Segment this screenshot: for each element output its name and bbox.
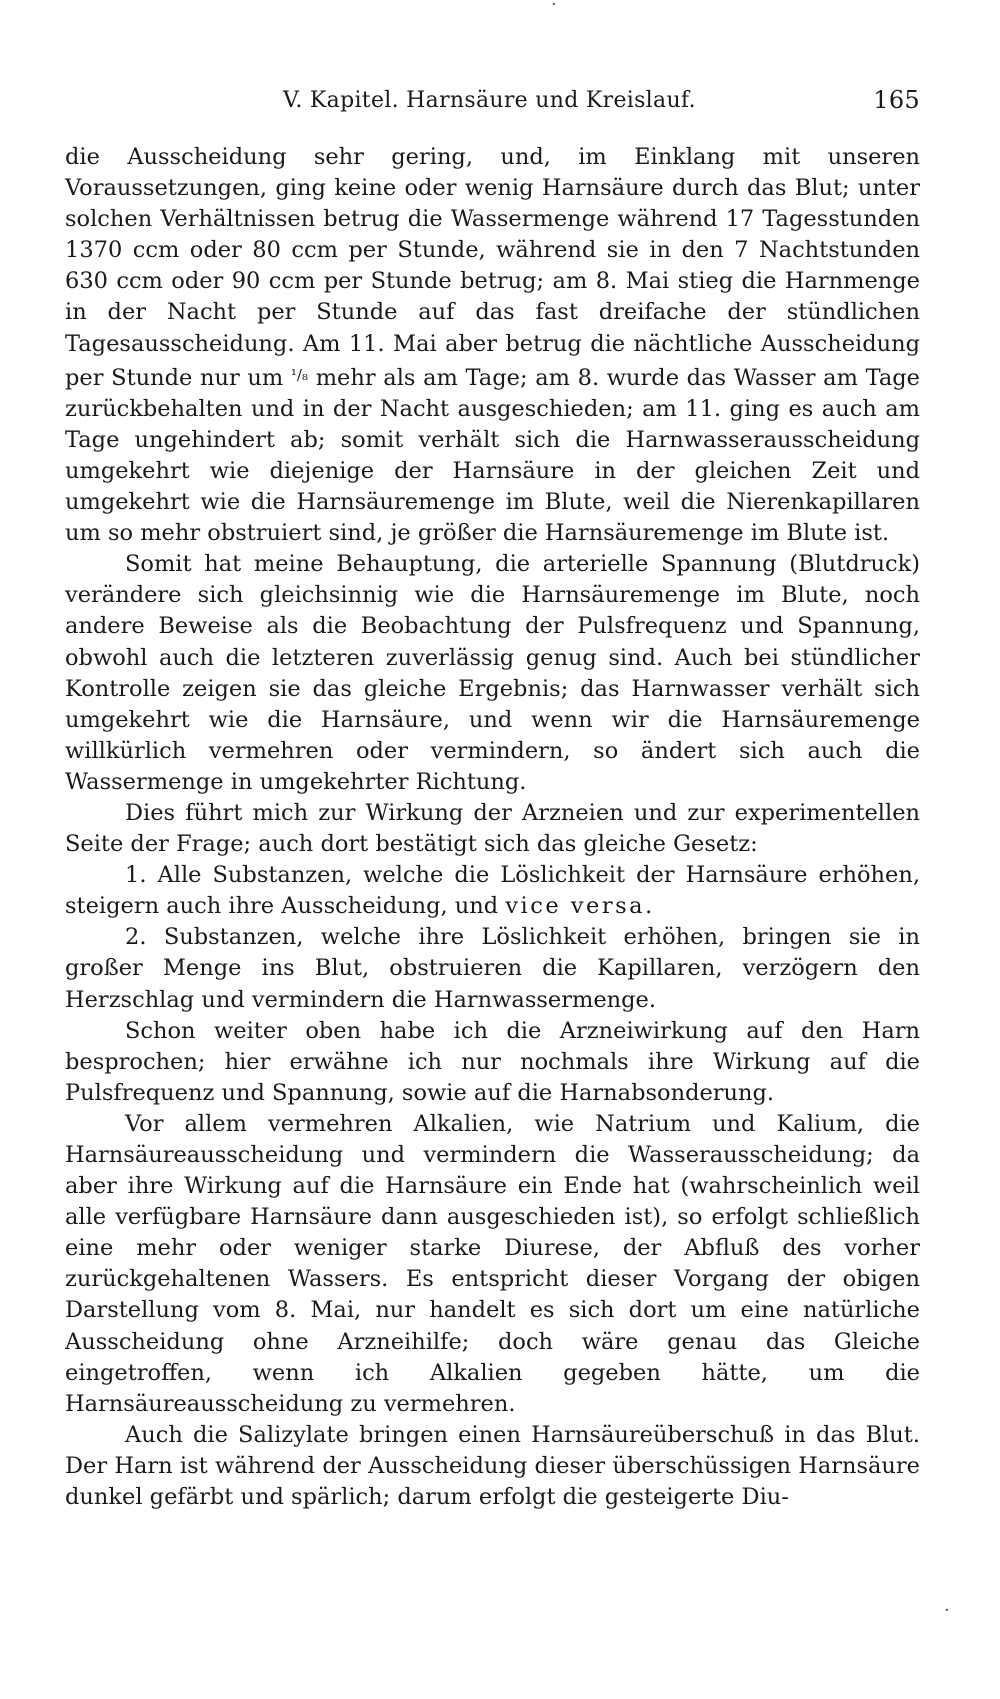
list-item-1-text-after: . [645, 893, 653, 920]
top-margin-dot: · [551, 0, 557, 15]
list-item-1 [65, 860, 920, 922]
paragraph-1-text: die Ausscheidung sehr gering, und, im Einklang mit unseren Voraussetzungen, ging keine oder wenig Harnsäure durch das Blut; unter solchen Verhältnissen betrug die Wassermenge während 17 Tagesstunden 1370 ccm oder 80 ccm per Stunde, während sie in den 7 Nachtstunden 630 ccm oder 90 ccm per Stunde betrug; am 8. Mai stieg die Harnmenge in der Nacht per Stunde auf das fast dreifache der stündlichen Tagesausscheidung. Am 11. Mai aber betrug die nächtliche Ausscheidung per Stunde nur um [65, 144, 920, 391]
paragraph-5: Vor allem vermehren Alkalien, wie Natrium und Kalium, die Harnsäureausscheidung und vermindern die Wasserausscheidung; da aber ihre Wirkung auf die Harnsäure ein Ende hat (wahrscheinlich weil alle verfügbare Harnsäure dann ausgeschieden ist), so erfolgt schließlich eine mehr oder weniger starke Diurese, der Abfluß des vorher zurückgehaltenen Wassers. Es entspricht dieser Vorgang der obigen Darstellung vom 8. Mai, nur handelt es sich dort um eine natürliche Ausscheidung ohne Arzneihilfe; doch wäre genau das Gleiche eingetroffen, wenn ich Alkalien gegeben hätte, um die Harnsäureausscheidung zu vermehren. [65, 1110, 920, 1417]
list-item-1-text: 1. Alle Substanzen, welche die Löslichkeit der Harnsäure erhöhen, steigern auch ihre Ausscheidung, und [65, 862, 920, 920]
paragraph-1 [65, 142, 920, 549]
chapter-title: V. Kapitel. Harnsäure und Kreislauf. [283, 88, 696, 113]
paragraph-1-text-after: mehr als am Tage; am 8. wurde das Wasser am Tage zurückbehalten und in der Nacht ausgeschieden; am 11. ging es auch am Tage ungehindert ab; somit verhält sich die Harnwasserausscheidung umgekehrt wie diejenige der Harnsäure in der gleichen Zeit und umgekehrt wie die Harnsäuremenge im Blute, weil die Nierenkapillaren um so mehr obstruiert sind, je größer die Harnsäuremenge im Blute ist. [65, 364, 920, 547]
running-head [65, 88, 920, 128]
paragraph-4: Schon weiter oben habe ich die Arzneiwirkung auf den Harn besprochen; hier erwähne ich nur nochmals ihre Wirkung auf die Pulsfrequenz und Spannung, sowie auf die Harnabsonderung. [65, 1017, 920, 1106]
book-page [65, 88, 920, 1513]
list-item-1-spaced: vice versa [505, 893, 646, 920]
fraction-one-eighth: ¹/₈ [290, 365, 309, 384]
paragraph-6: Auch die Salizylate bringen einen Harnsäureüberschuß in das Blut. Der Harn ist während der Ausscheidung dieser überschüssigen Harnsäure dunkel gefärbt und spärlich; darum erfolgt die gesteigerte Diu- [65, 1421, 920, 1511]
paragraph-2: Somit hat meine Behauptung, die arterielle Spannung (Blutdruck) verändere sich gleichsinnig wie die Harnsäuremenge im Blute, noch andere Beweise als die Beobachtung der Pulsfrequenz und Spannung, obwohl auch die letzteren zuverlässig genug sind. Auch bei stündlicher Kontrolle zeigen sie das gleiche Ergebnis; das Harnwasser verhält sich umgekehrt wie die Harnsäure, und wenn wir die Harnsäuremenge willkürlich vermehren oder vermindern, so ändert sich auch die Wassermenge in umgekehrter Richtung. [65, 551, 920, 795]
paragraph-3: Dies führt mich zur Wirkung der Arzneien und zur experimentellen Seite der Frage; auch dort bestätigt sich das gleiche Gesetz: [65, 799, 920, 858]
list-item-2: 2. Substanzen, welche ihre Löslichkeit erhöhen, bringen sie in großer Menge ins Blut, obstruieren die Kapillaren, verzögern den Herzschlag und vermindern die Harnwassermenge. [65, 924, 920, 1013]
page-number: 165 [873, 86, 920, 114]
body-text [65, 142, 920, 1513]
right-margin-dot: · [944, 1600, 950, 1621]
